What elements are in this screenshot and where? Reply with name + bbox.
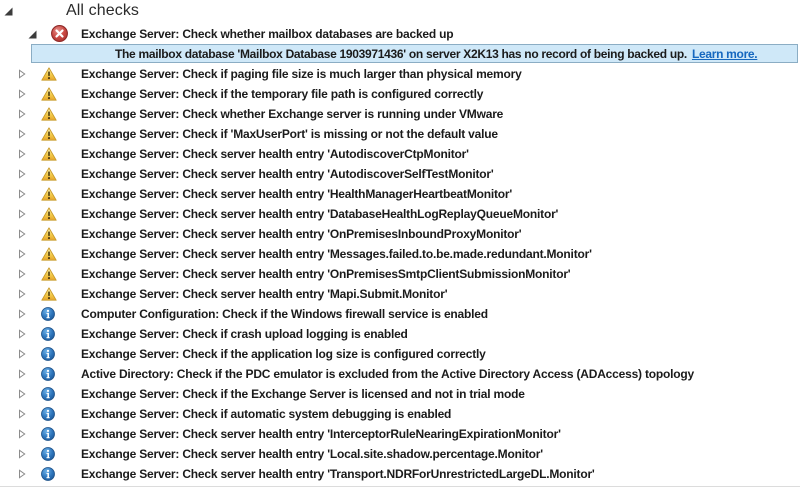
check-row[interactable] (0, 224, 800, 244)
info-icon (41, 307, 55, 321)
warning-icon (41, 227, 57, 241)
expand-arrow-icon[interactable] (18, 109, 26, 119)
expand-arrow-icon[interactable] (18, 269, 26, 279)
check-label: Exchange Server: Check server health entry 'InterceptorRuleNearingExpirationMonitor' (81, 427, 561, 441)
check-row[interactable] (0, 264, 800, 284)
expand-arrow-icon[interactable] (18, 149, 26, 159)
warning-icon (41, 187, 57, 201)
check-label: Exchange Server: Check server health entry 'HealthManagerHeartbeatMonitor' (81, 187, 513, 201)
expand-arrow-icon[interactable] (18, 349, 26, 359)
check-label: Exchange Server: Check server health entry 'Local.site.shadow.percentage.Monitor' (81, 447, 543, 461)
check-row[interactable] (0, 24, 800, 44)
check-label: Exchange Server: Check server health entry 'Transport.NDRForUnrestrictedLargeDL.Monitor' (81, 467, 595, 481)
check-row[interactable] (0, 384, 800, 404)
check-label: Active Directory: Check if the PDC emulator is excluded from the Active Directory Access (ADAccess) topology (81, 367, 695, 381)
check-label: Exchange Server: Check if the Exchange Server is licensed and not in trial mode (81, 387, 525, 401)
check-label: Exchange Server: Check if paging file size is much larger than physical memory (81, 67, 522, 81)
check-label: Computer Configuration: Check if the Windows firewall service is enabled (81, 307, 488, 321)
check-label: Exchange Server: Check server health entry 'AutodiscoverSelfTestMonitor' (81, 167, 494, 181)
check-row[interactable] (0, 204, 800, 224)
check-row[interactable] (0, 404, 800, 424)
expand-arrow-icon[interactable] (18, 449, 26, 459)
info-icon (41, 427, 55, 441)
check-label: Exchange Server: Check server health entry 'OnPremisesInboundProxyMonitor' (81, 227, 522, 241)
check-label: Exchange Server: Check if 'MaxUserPort' is missing or not the default value (81, 127, 498, 141)
check-label: Exchange Server: Check server health entry 'DatabaseHealthLogReplayQueueMonitor' (81, 207, 559, 221)
check-row[interactable] (0, 144, 800, 164)
expand-arrow-icon[interactable] (18, 129, 26, 139)
info-icon (41, 327, 55, 341)
check-label: Exchange Server: Check if the application log size is configured correctly (81, 347, 486, 361)
check-label: Exchange Server: Check if the temporary file path is configured correctly (81, 87, 484, 101)
selected-message[interactable] (31, 44, 798, 63)
check-row[interactable] (0, 344, 800, 364)
expand-arrow-icon[interactable] (18, 169, 26, 179)
info-icon (41, 407, 55, 421)
check-row[interactable] (0, 104, 800, 124)
expand-arrow-icon[interactable] (18, 409, 26, 419)
expand-arrow-icon[interactable] (18, 189, 26, 199)
expand-arrow-icon[interactable] (18, 469, 26, 479)
check-label: Exchange Server: Check if crash upload logging is enabled (81, 327, 408, 341)
check-label: Exchange Server: Check server health entry 'AutodiscoverCtpMonitor' (81, 147, 469, 161)
expand-arrow-icon[interactable] (18, 209, 26, 219)
expand-arrow-icon[interactable] (18, 69, 26, 79)
check-row[interactable] (0, 64, 800, 84)
info-icon (41, 347, 55, 361)
warning-icon (41, 167, 57, 181)
check-row[interactable] (0, 284, 800, 304)
collapse-arrow-icon[interactable] (28, 30, 37, 39)
check-label: Exchange Server: Check server health entry 'Mapi.Submit.Monitor' (81, 287, 448, 301)
check-row[interactable] (0, 84, 800, 104)
expand-arrow-icon[interactable] (18, 249, 26, 259)
page-title: All checks (66, 2, 140, 19)
check-label: Exchange Server: Check server health entry 'Messages.failed.to.be.made.redundant.Monitor' (81, 247, 592, 261)
warning-icon (41, 247, 57, 261)
divider (0, 486, 800, 487)
expand-arrow-icon[interactable] (18, 329, 26, 339)
alert-detail-row[interactable] (0, 44, 800, 64)
check-row[interactable] (0, 244, 800, 264)
checks-list (0, 24, 800, 484)
expand-arrow-icon[interactable] (18, 369, 26, 379)
error-icon (51, 25, 68, 42)
warning-icon (41, 67, 57, 81)
expand-arrow-icon[interactable] (18, 289, 26, 299)
info-icon (41, 367, 55, 381)
check-label: Exchange Server: Check whether mailbox databases are backed up (81, 27, 454, 41)
warning-icon (41, 107, 57, 121)
info-icon (41, 387, 55, 401)
expand-arrow-icon[interactable] (18, 429, 26, 439)
warning-icon (41, 287, 57, 301)
check-row[interactable] (0, 184, 800, 204)
check-row[interactable] (0, 364, 800, 384)
expand-arrow-icon[interactable] (18, 309, 26, 319)
expand-arrow-icon[interactable] (18, 229, 26, 239)
expand-arrow-icon[interactable] (18, 89, 26, 99)
warning-icon (41, 147, 57, 161)
collapse-arrow-icon[interactable] (4, 7, 13, 16)
check-row[interactable] (0, 304, 800, 324)
info-icon (41, 447, 55, 461)
check-label: Exchange Server: Check server health entry 'OnPremisesSmtpClientSubmissionMonitor' (81, 267, 571, 281)
check-row[interactable] (0, 124, 800, 144)
check-row[interactable] (0, 444, 800, 464)
check-row[interactable] (0, 164, 800, 184)
check-row[interactable] (0, 464, 800, 484)
check-row[interactable] (0, 324, 800, 344)
warning-icon (41, 127, 57, 141)
all-checks-header[interactable] (0, 0, 800, 24)
warning-icon (41, 267, 57, 281)
check-row[interactable] (0, 424, 800, 444)
expand-arrow-icon[interactable] (18, 389, 26, 399)
learn-more-link[interactable]: Learn more. (691, 46, 758, 61)
info-icon (41, 467, 55, 481)
warning-icon (41, 87, 57, 101)
warning-icon (41, 207, 57, 221)
check-label: Exchange Server: Check if automatic system debugging is enabled (81, 407, 452, 421)
message-text: The mailbox database 'Mailbox Database 1903971436' on server X2K13 has no record of being backed up. (115, 46, 687, 61)
check-label: Exchange Server: Check whether Exchange server is running under VMware (81, 107, 504, 121)
